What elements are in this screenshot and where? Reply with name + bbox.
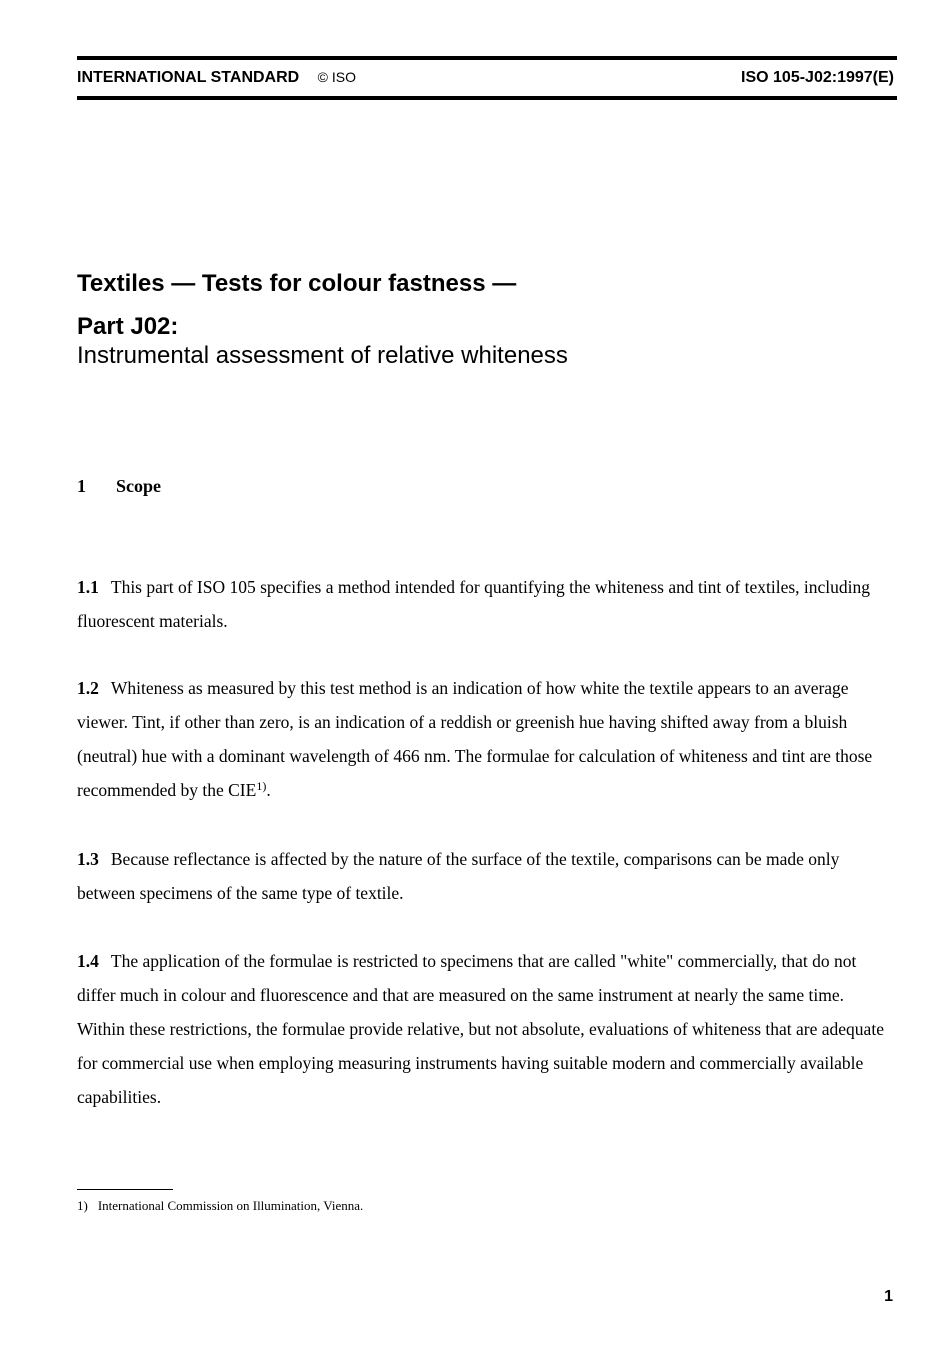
document-id: ISO 105-J02:1997(E) [741,69,894,86]
paragraph-text: The application of the formulae is restricted to specimens that are called "white" commercially, that do not differ much in colour and fluorescence and that are measured on the same instrument at nearly the same time. Within these restrictions, the formulae provide relative, but not absolute, evaluations of whiteness that are adequate for commercial use when employing measuring instruments having suitable modern and commercially available capabilities. [77,951,884,1107]
standard-label: INTERNATIONAL STANDARD [77,69,300,86]
section-heading [77,476,161,497]
page-number: 1 [884,1288,893,1305]
paragraph-number: 1.3 [77,849,99,869]
footnote-number: 1) [77,1198,88,1213]
footnote-reference[interactable]: 1) [256,779,267,793]
paragraph-number: 1.2 [77,678,99,698]
paragraph-text: Whiteness as measured by this test method is an indication of how white the textile appears to an average viewer. Tint, if other than zero, is an indication of a reddish or greenish hue having shifted away from a bluish (neutral) hue with a dominant wavelength of 466 nm. The formulae for calculation of whiteness and tint are those recommended by the CIE [77,678,873,800]
part-label: Part J02: [77,313,179,340]
document-title: Textiles — Tests for colour fastness — [77,270,517,297]
part-subtitle: Instrumental assessment of relative whiteness [77,342,568,369]
header-top-rule [77,56,897,60]
paragraph-1-3 [77,842,892,910]
paragraph-text: Because reflectance is affected by the nature of the surface of the textile, comparisons can be made only between specimens of the same type of textile. [77,849,840,903]
paragraph-number: 1.1 [77,577,99,597]
title-block [77,268,568,370]
footnote [77,1198,363,1214]
footnote-separator [77,1189,173,1190]
paragraph-1-2 [77,671,892,807]
paragraph-trailing: . [266,780,271,800]
paragraph-text: This part of ISO 105 specifies a method intended for quantifying the whiteness and tint of textiles, including fluorescent materials. [77,577,871,631]
footnote-text: International Commission on Illumination, Vienna. [97,1198,364,1213]
header-bottom-rule [77,96,897,100]
section-number: 1 [77,476,86,496]
paragraph-1-4 [77,944,892,1114]
paragraph-1-1 [77,570,892,638]
paragraph-number: 1.4 [77,951,99,971]
copyright-label: © ISO [317,69,356,85]
page-header [77,69,897,91]
section-title: Scope [116,476,161,496]
